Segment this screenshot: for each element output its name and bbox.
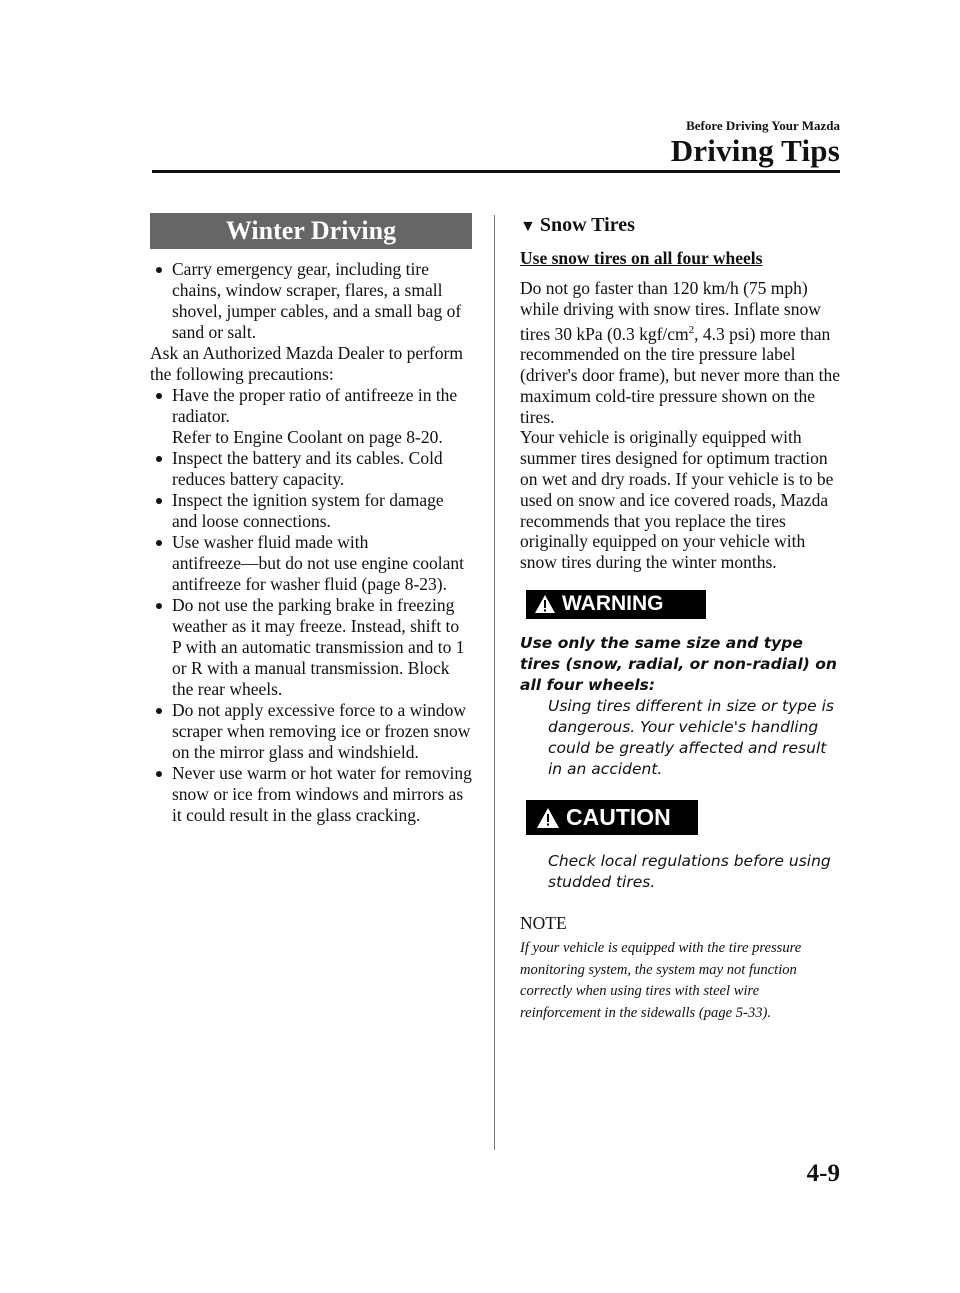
warning-heading: Use only the same size and type tires (snow, radial, or non-radial) on all four wheels: bbox=[520, 634, 837, 695]
column-divider bbox=[494, 215, 495, 1150]
bullet-icon bbox=[156, 708, 162, 714]
bullet-icon bbox=[156, 540, 162, 546]
list-item: Inspect the ignition system for damage and loose connections. bbox=[150, 490, 472, 532]
warning-label: WARNING bbox=[526, 590, 706, 619]
bullet-icon bbox=[156, 267, 162, 273]
bullet-icon bbox=[156, 771, 162, 777]
section-subtitle: Before Driving Your Mazda bbox=[686, 118, 840, 133]
section-title: Driving Tips bbox=[670, 133, 840, 168]
bullet-icon bbox=[156, 498, 162, 504]
triangle-marker-icon: ▼ bbox=[520, 218, 536, 235]
caution-text: Check local regulations before using studded tires. bbox=[548, 852, 831, 892]
caution-label: CAUTION bbox=[526, 800, 698, 835]
note-label: NOTE bbox=[520, 913, 567, 934]
intro-list bbox=[150, 259, 472, 343]
four-wheels-subheading: Use snow tires on all four wheels bbox=[520, 248, 763, 268]
note-text: If your vehicle is equipped with the tire pressure monitoring system, the system may not function correctly when using tires with steel wire reinforcement in the sidewalls (page 5-33). bbox=[520, 940, 802, 1021]
caution-icon bbox=[536, 807, 560, 829]
list-item: Have the proper ratio of antifreeze in the radiator. Refer to Engine Coolant on page 8-20. bbox=[150, 385, 472, 448]
list-item: Inspect the battery and its cables. Cold reduces battery capacity. bbox=[150, 448, 472, 490]
page-number: 4-9 bbox=[806, 1160, 840, 1187]
radiator-reference: Refer to Engine Coolant on page 8-20. bbox=[172, 427, 443, 447]
list-item: Carry emergency gear, including tire chains, window scraper, flares, a small shovel, jumper cables, and a small bag of sand or salt. bbox=[150, 259, 472, 343]
bullet-icon bbox=[156, 456, 162, 462]
left-column bbox=[150, 213, 472, 826]
list-item: Never use warm or hot water for removing snow or ice from windows and mirrors as it could result in the glass cracking. bbox=[150, 763, 472, 826]
warning-text bbox=[520, 633, 842, 780]
list-item: Do not apply excessive force to a window scraper when removing ice or frozen snow on the mirror glass and windshield. bbox=[150, 700, 472, 763]
list-item: Do not use the parking brake in freezing weather as it may freeze. Instead, shift to P with an automatic transmission and to 1 or R with a manual transmission. Block the rear wheels. bbox=[150, 595, 472, 700]
winter-driving-banner: Winter Driving bbox=[150, 213, 472, 249]
bullet-icon bbox=[156, 603, 162, 609]
right-column bbox=[520, 213, 842, 1024]
summer-tires-paragraph: Your vehicle is originally equipped with summer tires designed for optimum traction on wet and dry roads. If your vehicle is to be used on snow and ice covered roads, Mazda recommends that you replace the tires originally equipped on your vehicle with snow tires during the winter months. bbox=[520, 427, 834, 573]
snow-tire-speed-paragraph: Do not go faster than 120 km/h (75 mph) while driving with snow tires. Inflate snow tires 30 kPa (0.3 kgf/$cm^2$, 4.3 psi) more than recommended on the tire pressure label (driver's door frame), but never more than the maximum cold-tire pressure shown on the tires. bbox=[520, 278, 840, 427]
bullet-icon bbox=[156, 393, 162, 399]
warning-body: Using tires different in size or type is dangerous. Your vehicle's handling could be greatly affected and result in an accident. bbox=[548, 697, 834, 779]
list-item: Use washer fluid made with antifreeze―but do not use engine coolant antifreeze for washer fluid (page 8-23). bbox=[150, 532, 472, 595]
header-rule bbox=[152, 170, 840, 173]
warning-icon bbox=[534, 594, 556, 614]
snow-tires-heading: ▼ Snow Tires bbox=[520, 214, 635, 236]
precautions-list bbox=[150, 385, 472, 826]
ask-dealer-text: Ask an Authorized Mazda Dealer to perform the following precautions: bbox=[150, 343, 463, 384]
